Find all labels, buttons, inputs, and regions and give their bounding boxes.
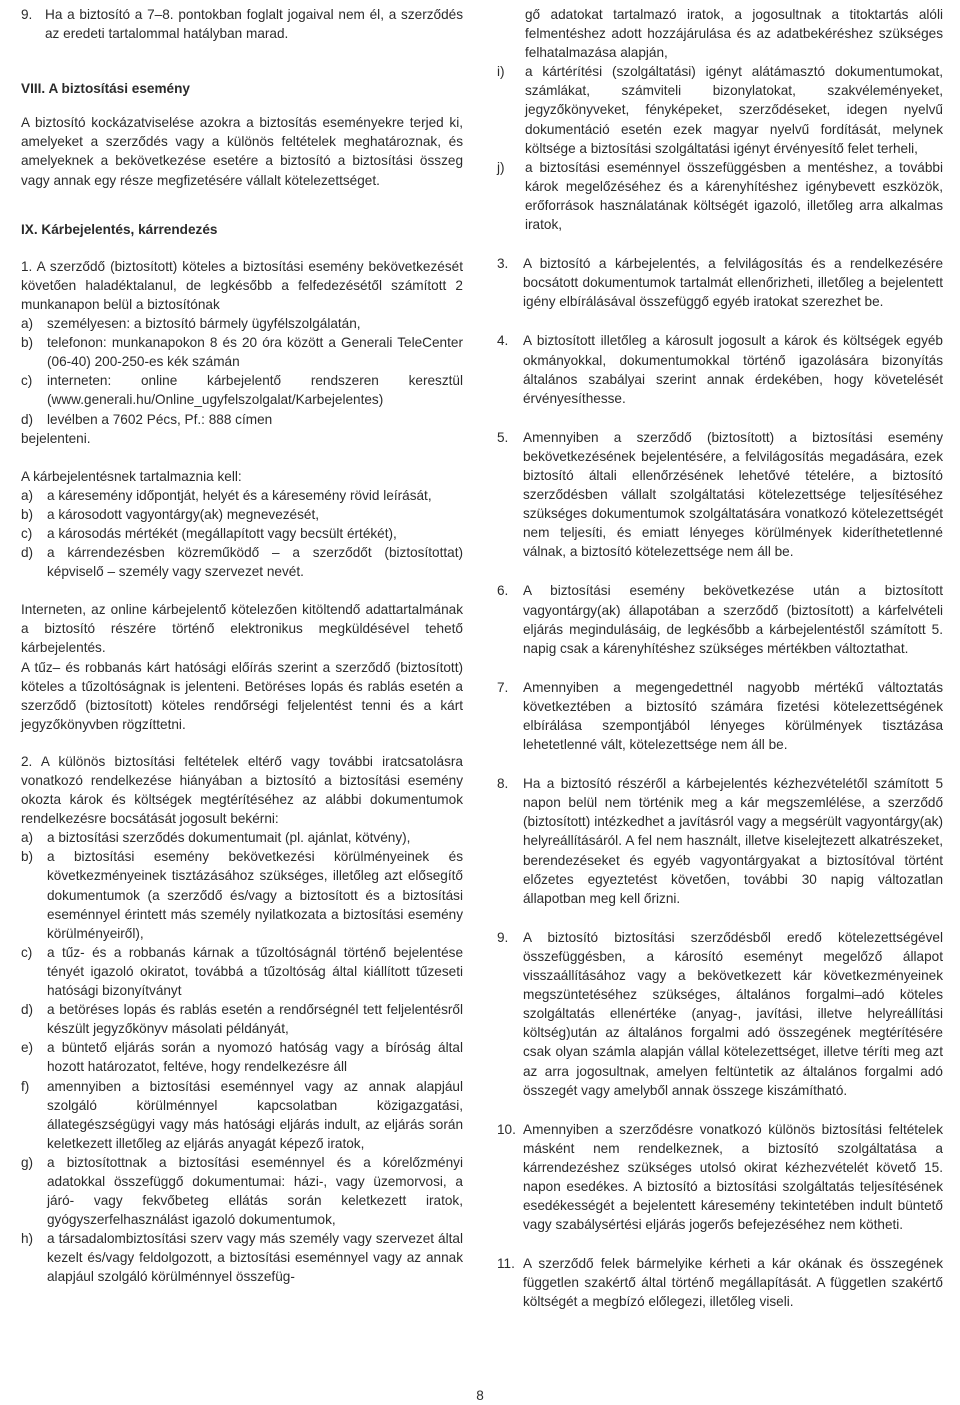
claim-item-2-num: 2. bbox=[21, 753, 33, 769]
claim-item-1-num: 1. bbox=[21, 258, 33, 274]
doc-i: i) a kártérítési (szolgáltatási) igényt alátámasztó dokumentumokat, számlákat, számviteli bizonylatokat, szakvéleményeket, jegyzőkönyveket, fényképeket, szerződéseket, idegen nyelvű dokumentáció esetén ezek magyar nyelvű fordítását, melynek költsége a biztosítási szolgáltatási igényt érvényesítő felet terheli, bbox=[497, 64, 943, 156]
content-b: b) a károsodott vagyontárgy(ak) megnevezését, bbox=[21, 506, 320, 522]
option-b: b) telefonon: munkanapokon 8 és 20 óra között a Generali TeleCenter (06-40) 200-250-es kék számán bbox=[21, 335, 463, 370]
section-8-heading: VIII. A biztosítási esemény bbox=[21, 81, 190, 97]
claim-item-2-intro: 2. A különös biztosítási feltételek eltérő vagy további iratcsatolásra vonatkozó rendelkezése hiányában a biztosító a biztosítási esemény okozta károk és költségek megtérítéséhez az alábbi dokumentumok rendelkezésre bocsátását jogosult bekérni: bbox=[21, 753, 463, 827]
content-a: a) a káresemény időpontját, helyét és a káresemény rövid leírását, bbox=[21, 487, 432, 503]
doc-j: j) a biztosítási eseménnyel összefüggésben a mentéshez, a további károk megelőzéséhez és a kárenyhítéshez igénybevett eszközök, erőforrások használatának költségét igazoló, illetőleg arra alkalmas iratok, bbox=[497, 159, 943, 233]
claim-item-3: 3. A biztosító a kárbejelentés, a felvilágosítás és a rendelkezésére bocsátott dokumentumok tartalmát ellenőrizheti, illetőleg a bejelentett igény elbírálásával összefüggő egyéb iratokat szerezhet be. bbox=[497, 256, 943, 310]
item-9-list bbox=[21, 5, 463, 43]
section-9-heading: IX. Kárbejelentés, kárrendezés bbox=[21, 221, 218, 237]
page-number: 8 bbox=[476, 1388, 484, 1403]
notification-options bbox=[21, 314, 463, 429]
doc-c: c) a tűz- és a robbanás kárnak a tűzoltóságnál történő bejelentése tényét igazoló okiratot, továbbá a tűzoltóság által kiállított tűzeseti hatósági bizonyítványt bbox=[21, 944, 463, 999]
item-9: 9. Ha a biztosító a 7–8. pontokban foglalt jogaival nem él, a szerződés az eredeti tartalommal hatályban marad. bbox=[21, 7, 463, 42]
section-8-text: A biztosító kockázatviselése azokra a biztosítás eseményekre terjed ki, amelyeket a szerződés vagy a különös feltételek meghatároznak, és amelyeknek a bekövetkezése esetére a biztosító a biztosítási összeg vagy annak egy része megfizetésére vállalt kötelezettséget. bbox=[21, 115, 463, 188]
content-c: c) a károsodás mértékét (megállapított vagy becsült értékét), bbox=[21, 525, 397, 541]
claim-item-8: 8. Ha a biztosító részéről a kárbejelentés kézhezvételétől számított 5 napon belül nem történik meg a kár megszemlélése, a szerződő (biztosított) intézkedhet a javításról vagy a megsérült vagyontárgy(ak) helyreállításáról. A fel nem használt, illetve kiselejtezett alkatrészeket, berendezéseket és egyéb vagyontárgyakat a biztosítóval történt előzetes egyeztetést követően, további 30 napig változatlan állapotban meg kell őrizni. bbox=[497, 776, 943, 906]
option-a: a) személyesen: a biztosító bármely ügyfélszolgálatán, bbox=[21, 316, 361, 332]
doc-h-continued: gő adatokat tartalmazó iratok, a jogosultnak a titoktartás alóli felmentéshez adott hozzájárulása és az adatbekéréshez szükséges felhatalmazása alapján, bbox=[525, 7, 943, 61]
doc-b: b) a biztosítási esemény bekövetkezési körülményeinek és következményeinek tisztázásához szükséges, illetőleg azt elősegítő dokumentumok (a szerződő és/vagy a biztosított és a biztosítási eseménnyel érintett más személy nyilatkozata a biztosítási esemény körülményeiről), bbox=[21, 849, 463, 941]
claim-item-7: 7. Amennyiben a megengedettnél nagyobb mértékű változtatás következtében a biztosító számára fizetési kötelezettségének elbírálása szempontjából lényeges körülmények tisztázása lehetetlenné vált, kötelezettsége nem áll be. bbox=[497, 679, 943, 753]
doc-g: g) a biztosítottnak a biztosítási eseménnyel és a kórelőzményi adatokkal összefüggő dokumentumai: házi-, vagy üzemorvosi, a járó- vagy fekvőbeteg ellátás során keletkezett iratok, gyógyszerfelhasználást igazoló dokumentumok, bbox=[21, 1154, 463, 1228]
doc-e: e) a büntető eljárás során a nyomozó hatóság vagy a bíróság által hozott határozatot, feltéve, hogy rendelkezésre áll bbox=[21, 1040, 463, 1075]
doc-f: f) amennyiben a biztosítási eseménnyel vagy az annak alapjául szolgáló körülménnyel kapcsolatban közigazgatási, állategészségügyi vagy más hatósági eljárás indult, az eljárás során keletkezett illetőleg az eljárás anyagát képező iratok, bbox=[21, 1078, 463, 1151]
left-column bbox=[21, 0, 463, 1287]
content-intro: A kárbejelentésnek tartalmaznia kell: bbox=[21, 468, 242, 484]
document-list bbox=[21, 828, 463, 1286]
para-internet: Interneten, az online kárbejelentő kötelezően kitöltendő adattartalmának a biztosító részére történő elektronikus megküldésével tehető kárbejelentés. bbox=[21, 602, 463, 656]
claim-item-6: 6. A biztosítási esemény bekövetkezése után a biztosított vagyontárgy(ak) állapotában a szerződő (biztosított) a kárfelvételi eljárás megindulásáig, de legkésőbb a kárbejelentéstől számított 5. napig csak a kárenyhítéshez szükséges mértékben változtathat. bbox=[497, 583, 943, 656]
para-fire: A tűz– és robbanás kárt hatósági előírás szerint a szerződő (biztosított) köteles a tűzoltóságnak is jelenteni. Betöréses lopás és rablás esetén a szerződő (biztosított) köteles rendőrségi feljelentést tenni és a kárt jegyzőkönyvben rögzíttetni. bbox=[21, 659, 463, 732]
doc-a: a) a biztosítási szerződés dokumentumait (pl. ajánlat, kötvény), bbox=[21, 830, 411, 846]
claim-item-4: 4. A biztosított illetőleg a károsult jogosult a károk és költségek egyéb okmányokkal, dokumentumokkal történő igazolására bizonyítás általános szabályai szerint annak érdekében, hogy követelését érvényesíthesse. bbox=[497, 333, 943, 406]
right-column bbox=[497, 0, 943, 1312]
option-d: d) levélben a 7602 Pécs, Pf.: 888 címen bbox=[21, 411, 273, 427]
option-c: c) interneten: online kárbejelentő rendszeren keresztül (www.generali.hu/Online_ugyfelszolgalat/Karbejelentes) bbox=[21, 373, 463, 408]
document-list-continued bbox=[497, 5, 943, 234]
claim-item-9: 9. A biztosító biztosítási szerződésből eredő kötelezettségével összefüggésben, a károsító eseményt megelőző állapot visszaállításához vagy a bekövetkezett kár következményeinek megszüntetéséhez szükséges, általános forgalmi–adó köteles szolgáltatás ellenértéke (anyag-, javítási, illetve helyreállítási költség)után az általános forgalmi adó összegének megtérítésére csak olyan számla alapján vállal kötelezettséget, illetve téríti meg azt az arra jogosultnak, amelyen feltüntetik az általános forgalmi adó összegét vagy amelyből annak összege kiszámítható. bbox=[497, 929, 943, 1098]
claim-items-3-11 bbox=[497, 254, 943, 1311]
claim-item-2 bbox=[21, 752, 463, 1287]
claim-item-1 bbox=[21, 257, 463, 734]
doc-d: d) a betöréses lopás és rablás esetén a rendőrségnél tett feljelentésről készült jegyzőkönyv másolati példányát, bbox=[21, 1002, 463, 1037]
claim-item-1-outro: bejelenteni. bbox=[21, 430, 91, 446]
item-9-text: Ha a biztosító a 7–8. pontokban foglalt jogaival nem él, a szerződés az eredeti tartalommal hatályban marad. bbox=[45, 7, 463, 42]
content-d: d) a kárrendezésben közreműködő – a szerződőt (biztosítottat) képviselő – személy vagy szervezet nevét. bbox=[21, 545, 463, 580]
doc-h: h) a társadalombiztosítási szerv vagy más személy vagy szervezet által kezelt és/vagy feldolgozott, a biztosítási eseménnyel vagy az annak alapjául szolgáló körülménnyel összefüg- bbox=[21, 1231, 463, 1285]
claim-item-10: 10. Amennyiben a szerződésre vonatkozó különös biztosítási feltételek másként nem rendelkeznek, a biztosító szolgáltatása a kárrendezéshez szükséges utolsó okirat kézhezvételét követő 15. napon esedékes. A biztosító a biztosítási szolgáltatás teljesítésének esedékességét a bejelentett káresemény tekintetében indult büntető vagy szabálysértési eljárás jogerős befejezéséhez nem kötheti. bbox=[497, 1121, 943, 1233]
content-items bbox=[21, 486, 463, 581]
claim-item-1-intro: 1. A szerződő (biztosított) köteles a biztosítási esemény bekövetkezését követően haladéktalanul, de legkésőbb a felfedezésétől számított 2 munkanapon belül a biztosítónak bbox=[21, 258, 463, 312]
claim-item-5: 5. Amennyiben a szerződő (biztosított) a biztosítási esemény bekövetkezésének bejelentésére, a felvilágosítás megadására, ezek biztosító általi ellenőrzésének lehetővé tételére, a biztosító szerződésben vállalt szolgáltatási kötelezettsége teljesítéséhez szükséges dokumentumok szolgáltatására vonatkozó kötelezettségét nem teljesíti, és emiatt lényeges körülmények kideríthetetlenné válnak, a biztosító kötelezettsége nem áll be. bbox=[497, 429, 943, 560]
claim-item-11: 11. A szerződő felek bármelyike kérheti a kár okának és összegének független szakértő által történő megállapítását. A független szakértő költségét a megbízó előlegezi, illetőleg viseli. bbox=[497, 1256, 943, 1310]
